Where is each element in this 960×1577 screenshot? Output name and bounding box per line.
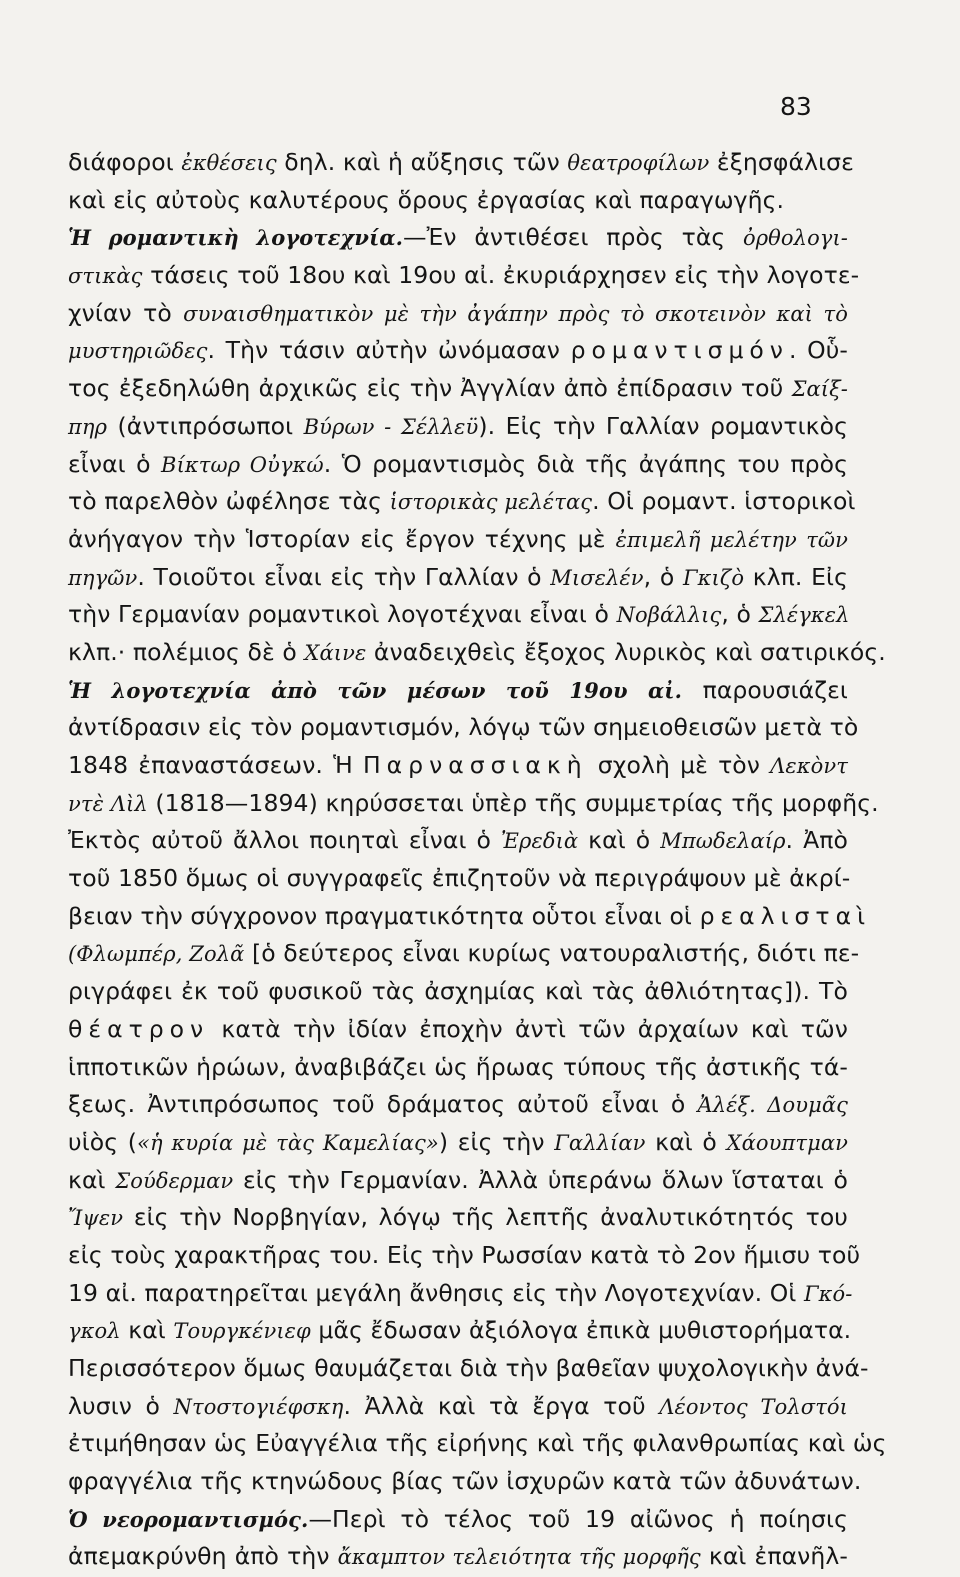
text-run: καὶ ἐπανῆλ-	[700, 1542, 848, 1571]
text-run: (1818—1894) κηρύσσεται ὑπὲρ τῆς συμμετρίας τῆς μορφῆς.	[147, 788, 879, 817]
text-run: λυσιν ὁ	[68, 1391, 174, 1420]
text-line	[68, 1199, 848, 1237]
text-run: ) εἰς τὴν	[438, 1127, 555, 1156]
text-line	[68, 1237, 861, 1275]
emphasized-text: Λεκὸντ	[770, 754, 848, 778]
text-line	[68, 559, 848, 597]
text-line	[68, 596, 848, 634]
text-run: υἱὸς (	[68, 1127, 138, 1156]
text-run: καὶ εἰς αὐτοὺς καλυτέρους ὅρους ἐργασίας καὶ παραγωγῆς.	[68, 185, 785, 214]
text-line	[68, 973, 848, 1011]
text-line	[68, 1425, 887, 1463]
text-line	[68, 1086, 848, 1124]
text-run: —Περὶ τὸ τέλος τοῦ 19 αἰῶνος ἡ ποίησις	[308, 1504, 848, 1533]
text-line	[68, 483, 856, 521]
text-line	[68, 219, 848, 257]
emphasized-text: Χάινε	[304, 640, 367, 665]
emphasized-text: ἐπιμελῆ μελέτην τῶν	[615, 527, 848, 552]
text-run: 19 αἰ. παρατηρεῖται μεγάλη ἄνθησις εἰς τὴν Λογοτεχνίαν. Οἱ	[68, 1278, 804, 1307]
text-line	[68, 1049, 848, 1087]
text-run: ). Εἰς τὴν Γαλλίαν ρομαντικὸς	[478, 411, 848, 440]
text-line	[68, 747, 848, 785]
text-run: 1848 ἐπαναστάσεων. Ἡ	[68, 751, 363, 779]
emphasized-text: ἄκαμπτον τελειότητα τῆς μορφῆς	[337, 1545, 701, 1570]
text-line	[68, 446, 848, 484]
text-run: ἀνήγαγον τὴν Ἱστορίαν εἰς ἔργον τέχνης μὲ	[68, 524, 616, 553]
text-run: τοῦ 1850 ὅμως οἱ συγγραφεῖς ἐπιζητοῦν νὰ περιγράψουν μὲ ἀκρί-	[68, 864, 851, 893]
emphasized-text: Βίκτωρ Οὐγκώ	[161, 452, 324, 477]
text-line	[68, 295, 848, 333]
text-line	[68, 370, 848, 408]
text-run: [ὁ δεύτερος εἶναι κυρίως νατουραλιστής, διότι πε-	[244, 939, 860, 968]
emphasized-text: (Φλωμπέρ, Ζολᾶ	[68, 942, 245, 967]
emphasized-text: Μισελέν	[550, 565, 644, 590]
emphasized-text: Σαίξ-	[791, 377, 848, 402]
text-line	[68, 144, 854, 182]
text-run: ἐξησφάλισε	[709, 148, 854, 176]
emphasized-text: Βύρων - Σέλλεϋ	[303, 414, 479, 439]
text-line	[68, 634, 886, 672]
emphasized-text: ἱστορικὰς μελέτας	[389, 490, 593, 515]
text-line	[68, 898, 872, 936]
text-line	[68, 1350, 869, 1388]
text-line	[68, 257, 860, 295]
emphasized-text: Ἐρεδιὰ	[501, 829, 579, 854]
emphasized-text: ὀρθολογι-	[742, 226, 848, 251]
text-line	[68, 1538, 848, 1576]
text-run: Ἐκτὸς αὐτοῦ ἄλλοι ποιηταὶ εἶναι ὁ	[68, 826, 501, 855]
text-line	[68, 785, 879, 823]
text-run: τὸ παρελθὸν ὠφέλησε τὰς	[68, 487, 390, 516]
emphasized-text: ρεαλισταὶ	[699, 901, 872, 930]
text-run: καὶ	[68, 1165, 116, 1194]
text-run: βειαν τὴν σύγχρονον πραγματικότητα οὗτοι εἶναι οἱ	[68, 901, 700, 930]
text-line	[68, 408, 848, 446]
text-run: τὴν Γερμανίαν ρομαντικοὶ λογοτέχναι εἶναι ὁ	[68, 600, 617, 629]
text-run: καὶ ὁ	[645, 1127, 727, 1156]
text-run: . Ὁ ρομαντισμὸς διὰ τῆς ἀγάπης του πρὸς	[323, 449, 849, 478]
text-line	[68, 521, 848, 559]
emphasized-text: συναισθηματικὸν μὲ τὴν ἀγάπην πρὸς τὸ σκοτεινὸν καὶ τὸ	[183, 301, 848, 326]
emphasized-text: Χάουπτμαν	[726, 1130, 848, 1155]
text-line	[68, 860, 851, 898]
emphasized-text: «ἡ κυρία μὲ τὰς Καμελίας»	[137, 1130, 439, 1155]
emphasized-text: Ὁ νεορομαντισμός.	[68, 1506, 309, 1532]
text-line	[68, 822, 848, 860]
text-run: παρουσιάζει	[681, 675, 848, 704]
text-run: ἀπεμακρύνθη ἀπὸ τὴν	[68, 1542, 338, 1571]
text-line	[68, 1011, 848, 1049]
emphasized-text: θεατροφίλων	[567, 151, 710, 175]
text-run: τος ἐξεδηλώθη ἀρχικῶς εἰς τὴν Ἀγγλίαν ἀπὸ ἐπίδρασιν τοῦ	[68, 374, 792, 403]
text-run: ἀντίδρασιν εἰς τὸν ρομαντισμόν, λόγῳ τῶν σημειοθεισῶν μετὰ τὸ	[68, 713, 859, 742]
text-line	[68, 182, 848, 220]
text-run: , ὁ	[643, 562, 683, 591]
text-run: τάσεις τοῦ 18ου καὶ 19ου αἰ. ἐκυριάρχησεν εἰς τὴν λογοτε-	[142, 261, 860, 290]
emphasized-text: μυστηριῶδες	[68, 339, 208, 364]
emphasized-text: Νοβάλλις	[616, 603, 722, 628]
text-line	[68, 1388, 848, 1426]
text-run: . Τοιοῦτοι εἶναι εἰς τὴν Γαλλίαν ὁ	[137, 562, 551, 591]
emphasized-text: πηγῶν	[68, 565, 138, 590]
text-run: . Ἀπὸ	[785, 826, 848, 855]
text-run: . Οὗ-	[788, 336, 849, 365]
emphasized-text: Ἡ λογοτεχνία ἀπὸ τῶν μέσων τοῦ 19ου αἰ.	[68, 677, 682, 703]
text-run: σχολὴ μὲ τὸν	[587, 751, 771, 779]
text-run: κλπ.· πολέμιος δὲ ὁ	[68, 637, 305, 666]
text-line	[68, 1312, 852, 1350]
text-run: εἰς τὴν Γερμανίαν. Ἀλλὰ ὑπεράνω ὅλων ἵσταται ὁ	[233, 1165, 849, 1194]
text-line	[68, 672, 848, 710]
text-run: εἶναι ὁ	[68, 449, 162, 478]
emphasized-text: θέατρον	[68, 1014, 210, 1043]
text-run: χνίαν τὸ	[68, 298, 184, 327]
text-run: Περισσότερον ὅμως θαυμάζεται διὰ τὴν βαθεῖαν ψυχολογικὴν ἀνά-	[68, 1354, 869, 1382]
text-run: μᾶς ἔδωσαν ἀξιόλογα ἐπικὰ μυθιστορήματα.	[310, 1316, 852, 1345]
text-run: ἱπποτικῶν ἡρώων, ἀναβιβάζει ὡς ἥρωας τύπους τῆς ἀστικῆς τά-	[68, 1052, 848, 1081]
text-run: ξεως. Ἀντιπρόσωπος τοῦ δράματος αὐτοῦ εἶναι ὁ	[68, 1090, 698, 1119]
emphasized-text: Τουργκένιεφ	[173, 1319, 311, 1344]
text-run: . Τὴν τάσιν αὐτὴν ὠνόμασαν	[207, 336, 571, 365]
emphasized-text: γκολ	[68, 1319, 121, 1344]
text-line	[68, 332, 848, 370]
text-line	[68, 1162, 848, 1200]
text-line	[68, 1124, 848, 1162]
text-run: φραγγέλια τῆς κτηνώδους βίας τῶν ἰσχυρῶν κατὰ τῶν ἀδυνάτων.	[68, 1467, 862, 1496]
emphasized-text: πηρ	[68, 414, 108, 439]
text-line	[68, 1501, 848, 1539]
emphasized-text: Γκιζὸ	[682, 565, 745, 590]
emphasized-text: Σούδερμαν	[115, 1168, 234, 1193]
emphasized-text: στικὰς	[68, 264, 143, 289]
text-run: —Ἐν ἀντιθέσει πρὸς τὰς	[403, 223, 743, 252]
page-number: 83	[780, 92, 812, 121]
text-run: καὶ	[120, 1316, 174, 1345]
text-run: δηλ. καὶ ἡ αὔξησις τῶν	[276, 148, 568, 176]
text-run: (ἀντιπρόσωποι	[107, 411, 304, 440]
text-run: ἐτιμήθησαν ὡς Εὐαγγέλια τῆς εἰρήνης καὶ τῆς φιλανθρωπίας καὶ ὡς	[68, 1429, 887, 1458]
emphasized-text: ρομαντισμόν	[570, 336, 789, 365]
emphasized-text: ἐκθέσεις	[181, 151, 277, 175]
emphasized-text: Λέοντος Τολστόι	[659, 1394, 848, 1419]
text-run: κλπ. Εἰς	[744, 562, 848, 591]
text-line	[68, 1463, 862, 1501]
text-line	[68, 1275, 853, 1313]
text-run: καὶ ὁ	[578, 826, 661, 855]
text-line	[68, 935, 860, 973]
text-run: εἰς τοὺς χαρακτῆρας του. Εἰς τὴν Ρωσσίαν κατὰ τὸ 2ον ἥμισυ τοῦ	[68, 1240, 861, 1269]
body-text	[68, 144, 887, 1576]
emphasized-text: Ἴψεν	[68, 1206, 124, 1231]
emphasized-text: Ἡ ρομαντικὴ λογοτεχνία.	[68, 225, 404, 251]
emphasized-text: Παρνασσιακὴ	[363, 751, 588, 779]
emphasized-text: ντὲ Λὶλ	[68, 791, 148, 816]
text-run: . Οἱ ρομαντ. ἱστορικοὶ	[592, 487, 856, 516]
emphasized-text: Μπωδελαίρ	[660, 829, 786, 854]
text-run: , ὁ	[721, 600, 759, 629]
emphasized-text: Ἀλέξ. Δουμᾶς	[697, 1093, 848, 1118]
emphasized-text: Σλέγκελ	[758, 603, 850, 628]
emphasized-text: Γκό-	[803, 1281, 853, 1306]
text-run: εἰς τὴν Νορβηγίαν, λόγῳ τῆς λεπτῆς ἀναλυτικότητός του	[123, 1203, 848, 1232]
emphasized-text: Ντοστογιέφσκη	[173, 1394, 344, 1419]
text-run: ἀναδειχθεὶς ἔξοχος λυρικὸς καὶ σατιρικός.	[366, 637, 886, 666]
text-line	[68, 709, 859, 747]
emphasized-text: Γαλλίαν	[554, 1130, 646, 1155]
text-run: κατὰ τὴν ἰδίαν ἐποχὴν ἀντὶ τῶν ἀρχαίων καὶ τῶν	[209, 1014, 848, 1043]
text-run: διάφοροι	[68, 148, 182, 176]
text-run: ριγράφει ἐκ τοῦ φυσικοῦ τὰς ἀσχημίας καὶ τὰς ἀθλιότητας]). Τὸ	[68, 977, 848, 1006]
text-run: . Ἀλλὰ καὶ τὰ ἔργα τοῦ	[343, 1391, 660, 1420]
